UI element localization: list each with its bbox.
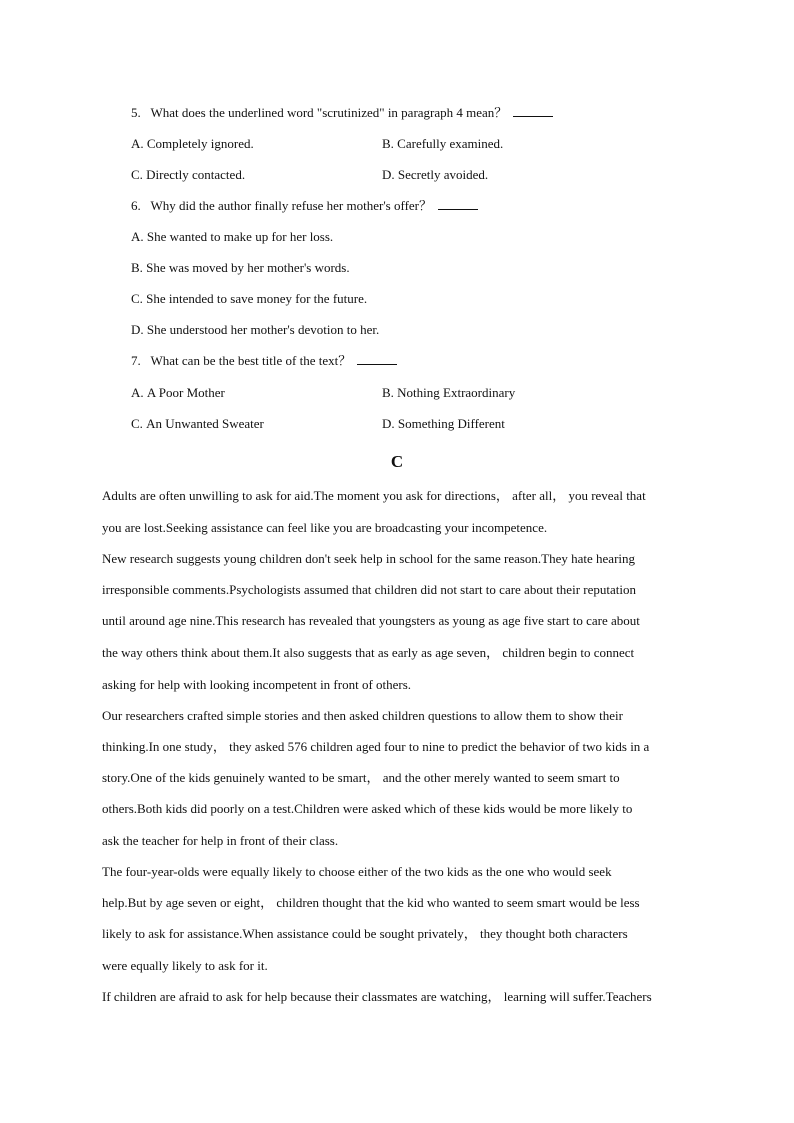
- q7-option-c: C. An Unwanted Sweater: [131, 416, 264, 431]
- passage-line: likely to ask for assistance.When assistance could be sought privately， they thought both characters: [102, 926, 628, 941]
- answer-blank-5: [513, 104, 553, 117]
- question-7: [131, 352, 397, 370]
- passage-line: until around age nine.This research has revealed that youngsters as young as age five start to care about: [102, 613, 640, 628]
- q6-option-c: C. She intended to save money for the future.: [131, 291, 368, 306]
- passage-line: you are lost.Seeking assistance can feel like you are broadcasting your incompetence.: [102, 520, 548, 535]
- passage-line: were equally likely to ask for it.: [102, 958, 268, 973]
- passage-line: Adults are often unwilling to ask for aid.The moment you ask for directions， after all， you reveal that: [102, 488, 646, 503]
- passage-line: story.One of the kids genuinely wanted to be smart， and the other merely wanted to seem smart to: [102, 770, 620, 785]
- passage-line: others.Both kids did poorly on a test.Children were asked which of these kids would be more likely to: [102, 801, 633, 816]
- passage-line: help.But by age seven or eight， children thought that the kid who wanted to seem smart would be less: [102, 895, 640, 910]
- q5-option-a: A. Completely ignored.: [131, 136, 254, 151]
- q5-option-b: B. Carefully examined.: [382, 136, 504, 151]
- passage-line: The four-year-olds were equally likely to choose either of the two kids as the one who would seek: [102, 864, 612, 879]
- q5-option-c: C. Directly contacted.: [131, 167, 246, 182]
- q6-option-a: A. She wanted to make up for her loss.: [131, 229, 334, 244]
- q6-option-b: B. She was moved by her mother's words.: [131, 260, 350, 275]
- q7-option-b: B. Nothing Extraordinary: [382, 385, 516, 400]
- answer-blank-6: [438, 197, 478, 210]
- passage-line: ask the teacher for help in front of their class.: [102, 833, 339, 848]
- q7-option-a: A. A Poor Mother: [131, 385, 225, 400]
- question-5-text: 5. What does the underlined word "scrutinized" in paragraph 4 mean？: [131, 105, 508, 120]
- passage-line: asking for help with looking incompetent in front of others.: [102, 677, 412, 692]
- q7-option-d: D. Something Different: [382, 416, 505, 431]
- answer-blank-7: [357, 352, 397, 365]
- passage-line: New research suggests young children don't seek help in school for the same reason.They hate hearing: [102, 551, 636, 566]
- q5-option-d: D. Secretly avoided.: [382, 167, 489, 182]
- passage-line: the way others think about them.It also suggests that as early as age seven， children begin to connect: [102, 645, 635, 660]
- passage-line: irresponsible comments.Psychologists assumed that children did not start to care about their reputation: [102, 582, 636, 597]
- question-6: [131, 197, 478, 215]
- passage-line: If children are afraid to ask for help because their classmates are watching， learning will suffer.Teachers: [102, 989, 652, 1004]
- question-7-text: 7. What can be the best title of the text？: [131, 353, 352, 368]
- q6-option-d: D. She understood her mother's devotion to her.: [131, 322, 380, 337]
- question-6-text: 6. Why did the author finally refuse her mother's offer？: [131, 198, 433, 213]
- passage-line: Our researchers crafted simple stories and then asked children questions to allow them to show their: [102, 708, 623, 723]
- passage-line: thinking.In one study， they asked 576 children aged four to nine to predict the behavior of two kids in a: [102, 739, 650, 754]
- section-heading: C: [390, 452, 404, 471]
- question-5: [131, 104, 553, 122]
